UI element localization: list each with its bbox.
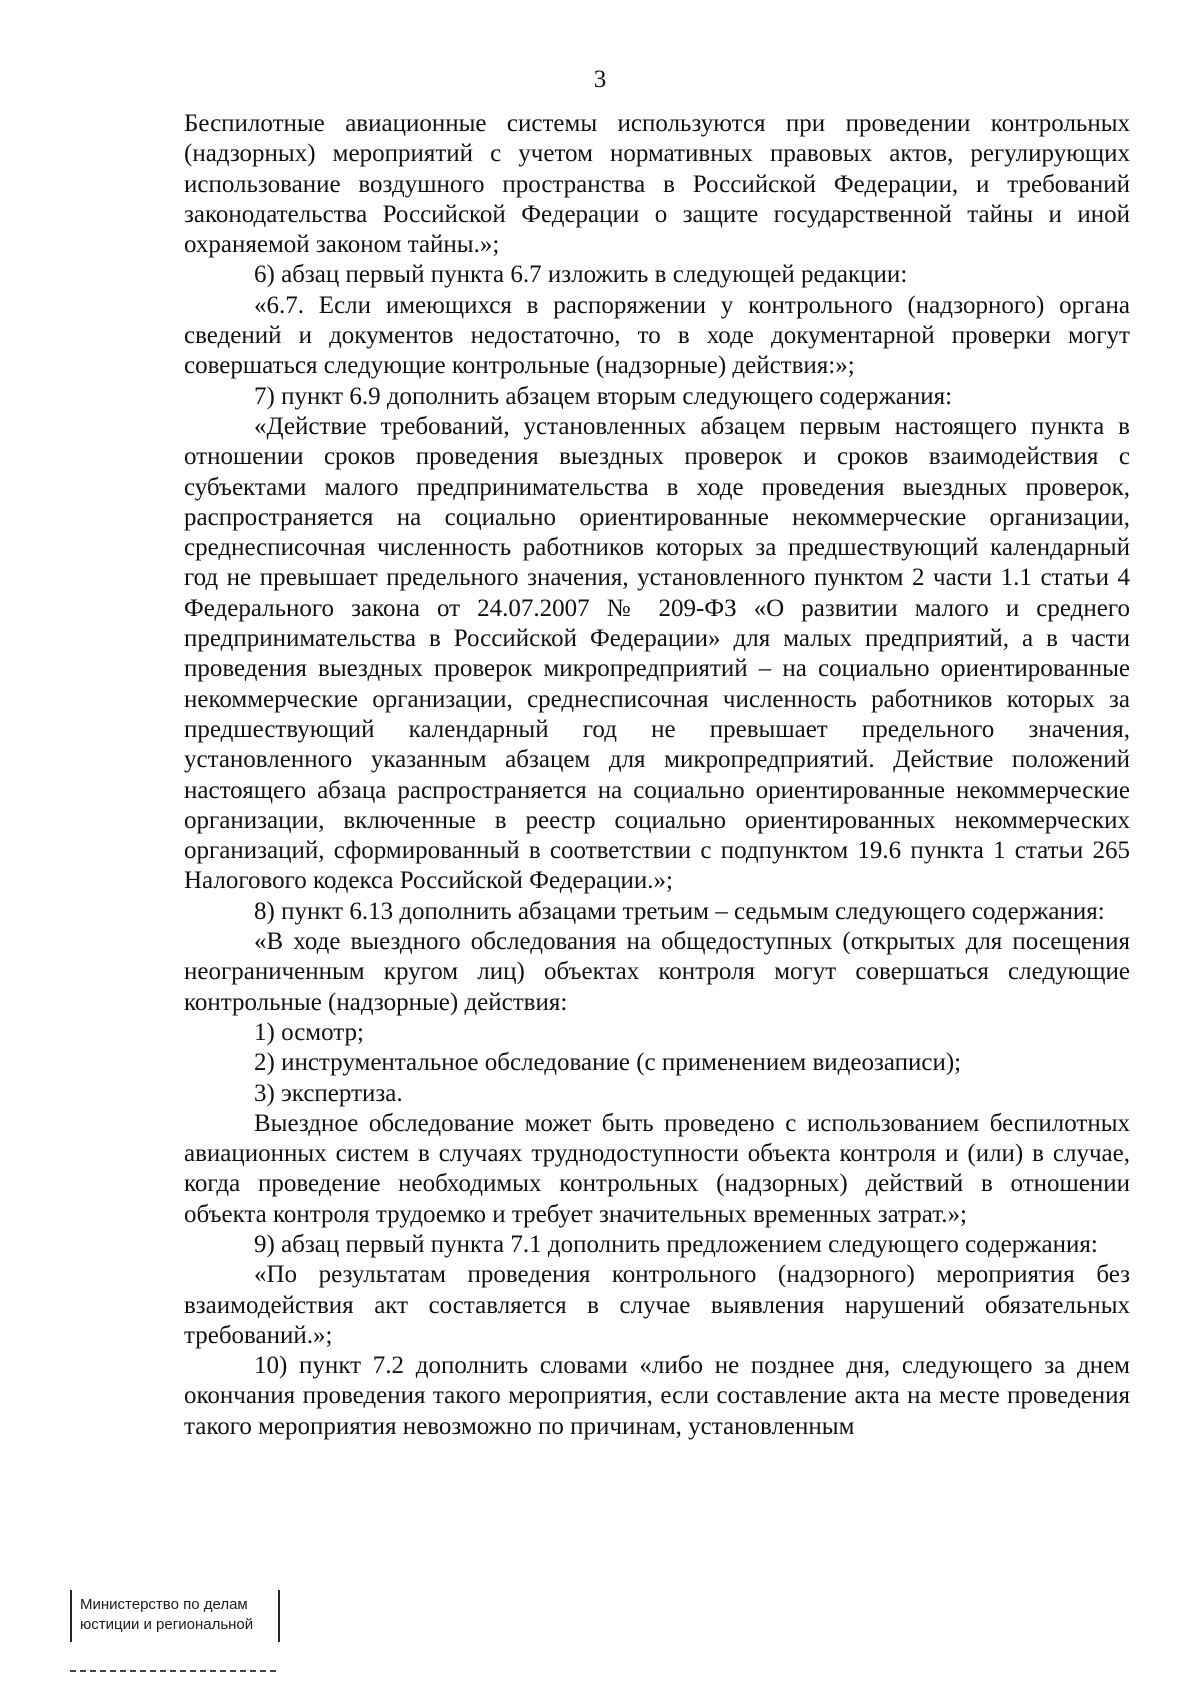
stamp-line: юстиции и региональной bbox=[80, 1616, 254, 1633]
paragraph: «По результатам проведения контрольного (надзорного) мероприятия без взаимодействия акт составляется в случае выявления нарушений обязательных требований.»; bbox=[184, 1261, 1130, 1349]
list-item: 2) инструментальное обследование (с применением видеозаписи); bbox=[254, 1049, 962, 1077]
registration-stamp bbox=[70, 1590, 280, 1674]
document-body bbox=[184, 109, 1130, 1442]
paragraph: «Действие требований, установленных абзацем первым настоящего пункта в отношении сроков проведения выездных проверок и сроков взаимодействия с субъектами малого предпринимательства в ходе проведения выездных проверок, распространяется на социально ориентированные некоммерческие организации, среднесписочная численность работников которых за предшествующий календарный год не превышает предельного значения, установленного пунктом 2 части 1.1 статьи 4 Федерального закона от 24.07.2007 № 209-ФЗ «О развитии малого и среднего предпринимательства в Российской Федерации» для малых предприятий, а в части проведения выездных проверок микропредприятий – на социально ориентированные некоммерческие организации, среднесписочная численность работников которых за предшествующий календарный год не превышает предельного значения, установленного указанным абзацем для микропредприятий. Действие положений настоящего абзаца распространяется на социально ориентированные некоммерческие организации, включенные в реестр социально ориентированных некоммерческих организаций, сформированный в соответствии с подпунктом 19.6 пункта 1 статьи 265 Налогового кодекса Российской Федерации.»; bbox=[184, 412, 1130, 895]
paragraph: «В ходе выездного обследования на общедоступных (открытых для посещения неограниченным кругом лиц) объектах контроля могут совершаться следующие контрольные (надзорные) действия: bbox=[184, 928, 1130, 1016]
stamp-line: Министерство по делам bbox=[80, 1596, 248, 1613]
page-number: 3 bbox=[593, 66, 607, 93]
paragraph: 9) абзац первый пункта 7.1 дополнить предложением следующего содержания: bbox=[254, 1230, 1098, 1258]
paragraph: «6.7. Если имеющихся в распоряжении у контрольного (надзорного) органа сведений и документов недостаточно, то в ходе документарной проверки могут совершаться следующие контрольные (надзорные) действия:»; bbox=[184, 291, 1130, 380]
paragraph: Беспилотные авиационные системы используются при проведении контрольных (надзорных) мероприятий с учетом нормативных правовых актов, регулирующих использование воздушного пространства в Российской Федерации, и требований законодательства Российской Федерации о защите государственной тайны и иной охраняемой законом тайны.»; bbox=[184, 110, 1130, 259]
paragraph: 10) пункт 7.2 дополнить словами «либо не позднее дня, следующего за днем окончания проведения такого мероприятия, если составление акта на месте проведения такого мероприятия невозможно по причинам, установленным bbox=[184, 1352, 1130, 1440]
list-item: 3) экспертиза. bbox=[254, 1079, 403, 1107]
paragraph: Выездное обследование может быть проведено с использованием беспилотных авиационных систем в случаях труднодоступности объекта контроля и (или) в случае, когда проведение необходимых контрольных (надзорных) действий в отношении объекта контроля трудоемко и требует значительных временных затрат.»; bbox=[184, 1109, 1130, 1228]
paragraph: 7) пункт 6.9 дополнить абзацем вторым следующего содержания: bbox=[254, 382, 953, 410]
paragraph: 6) абзац первый пункта 6.7 изложить в следующей редакции: bbox=[254, 261, 908, 289]
stamp-dashed-line bbox=[70, 1670, 276, 1672]
paragraph: 8) пункт 6.13 дополнить абзацами третьим – седьмым следующего содержания: bbox=[254, 897, 1105, 925]
list-item: 1) осмотр; bbox=[254, 1018, 364, 1046]
